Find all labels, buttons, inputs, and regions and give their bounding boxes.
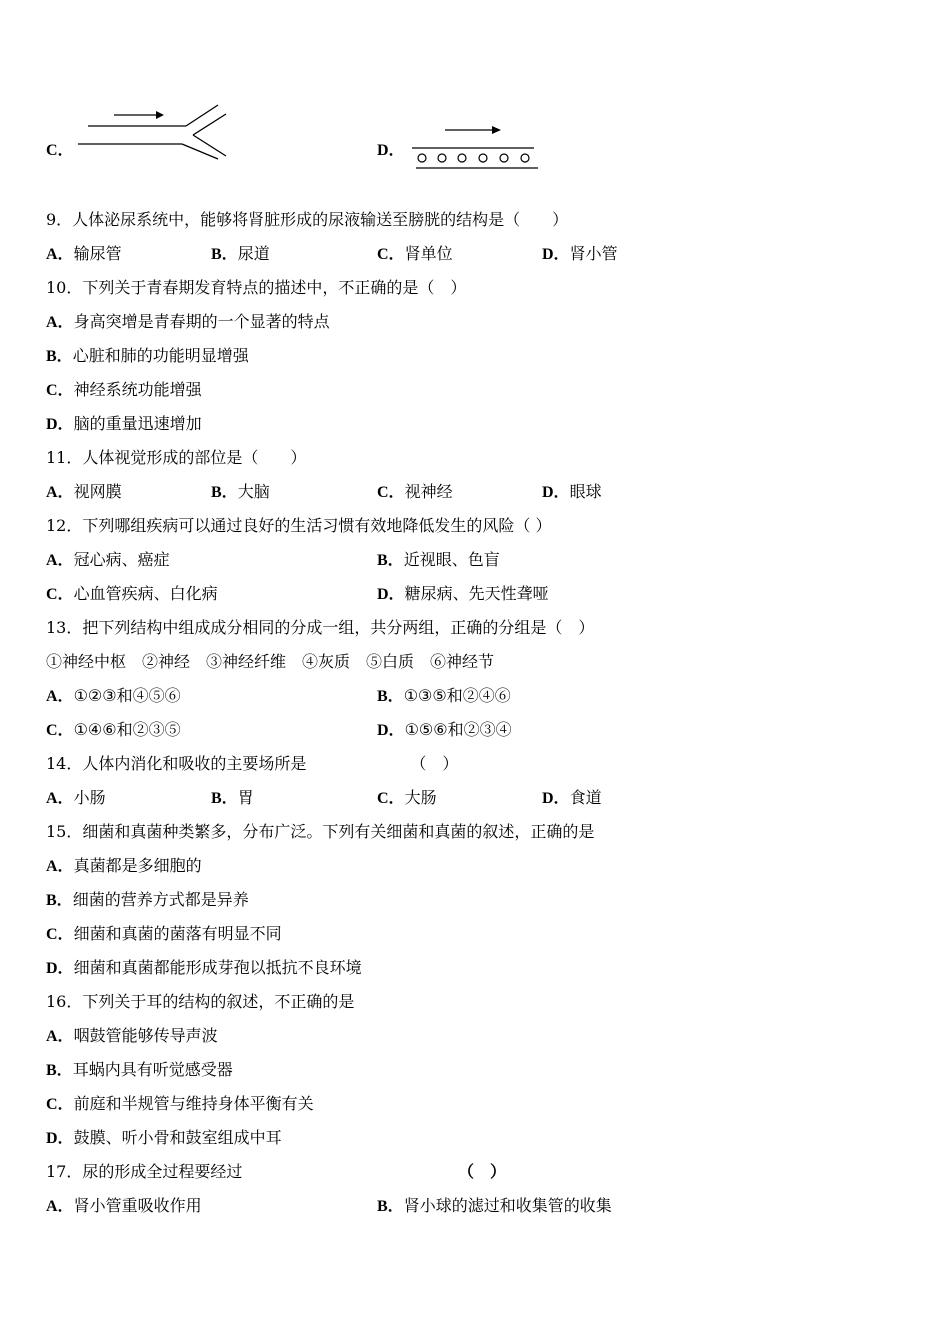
q9-option-a: A．输尿管: [46, 244, 122, 263]
q11-option-a: A．视网膜: [46, 482, 122, 501]
q15-option-c: C．细菌和真菌的菌落有明显不同: [46, 924, 282, 943]
branching-vessel-icon: [76, 100, 236, 164]
q12-option-c: C．心血管疾病、白化病: [46, 584, 218, 603]
question-13-items: ①神经中枢 ②神经 ③神经纤维 ④灰质 ⑤白质 ⑥神经节: [46, 652, 495, 671]
q10-option-c: C．神经系统功能增强: [46, 380, 202, 399]
capillary-vessel-icon: [408, 120, 542, 174]
q15-option-b: B．细菌的营养方式都是异养: [46, 890, 249, 909]
q16-option-d: D．鼓膜、听小骨和鼓室组成中耳: [46, 1128, 282, 1147]
q12-option-b: B．近视眼、色盲: [377, 550, 500, 569]
q14-option-d: D．食道: [542, 788, 602, 807]
question-17-answer-bracket: （ ）: [458, 1162, 507, 1181]
q10-option-b: B．心脏和肺的功能明显增强: [46, 346, 249, 365]
question-10-stem: 10．下列关于青春期发育特点的描述中，不正确的是（ ）: [46, 278, 467, 297]
question-16-stem: 16．下列关于耳的结构的叙述，不正确的是: [46, 992, 355, 1011]
question-15-stem: 15．细菌和真菌种类繁多，分布广泛。下列有关细菌和真菌的叙述，正确的是: [46, 822, 595, 841]
q12-option-a: A．冠心病、癌症: [46, 550, 170, 569]
q14-option-c: C．大肠: [377, 788, 437, 807]
q9-option-d: D．肾小管: [542, 244, 618, 263]
option-c-label: C．: [46, 142, 74, 159]
q15-option-d: D．细菌和真菌都能形成芽孢以抵抗不良环境: [46, 958, 362, 977]
q16-option-c: C．前庭和半规管与维持身体平衡有关: [46, 1094, 314, 1113]
question-13-stem: 13．把下列结构中组成成分相同的分成一组，共分两组，正确的分组是（ ）: [46, 618, 595, 637]
q15-option-a: A．真菌都是多细胞的: [46, 856, 202, 875]
q10-option-a: A．身高突增是青春期的一个显著的特点: [46, 312, 330, 331]
q12-option-d: D．糖尿病、先天性聋哑: [377, 584, 549, 603]
q13-option-c: C．①④⑥和②③⑤: [46, 720, 181, 739]
question-14-stem: 14．人体内消化和吸收的主要场所是 （ ）: [46, 754, 459, 773]
question-9-stem: 9．人体泌尿系统中，能够将肾脏形成的尿液输送至膀胱的结构是（ ）: [46, 210, 569, 229]
q10-option-d: D．脑的重量迅速增加: [46, 414, 202, 433]
q14-option-b: B．胃: [211, 788, 254, 807]
q13-option-b: B．①③⑤和②④⑥: [377, 686, 511, 705]
question-11-stem: 11．人体视觉形成的部位是（ ）: [46, 448, 307, 467]
q16-option-b: B．耳蜗内具有听觉感受器: [46, 1060, 233, 1079]
q17-option-b: B．肾小球的滤过和收集管的收集: [377, 1196, 612, 1215]
q11-option-d: D．眼球: [542, 482, 602, 501]
q11-option-c: C．视神经: [377, 482, 453, 501]
q9-option-c: C．肾单位: [377, 244, 453, 263]
q13-option-a: A．①②③和④⑤⑥: [46, 686, 181, 705]
q16-option-a: A．咽鼓管能够传导声波: [46, 1026, 218, 1045]
question-12-stem: 12．下列哪组疾病可以通过良好的生活习惯有效地降低发生的风险（ ）: [46, 516, 552, 535]
q9-option-b: B．尿道: [211, 244, 270, 263]
q14-option-a: A．小肠: [46, 788, 106, 807]
q11-option-b: B．大脑: [211, 482, 270, 501]
option-d-label: D．: [377, 142, 405, 159]
q13-option-d: D．①⑤⑥和②③④: [377, 720, 512, 739]
question-17-stem: 17．尿的形成全过程要经过: [46, 1162, 243, 1181]
q17-option-a: A．肾小管重吸收作用: [46, 1196, 202, 1215]
